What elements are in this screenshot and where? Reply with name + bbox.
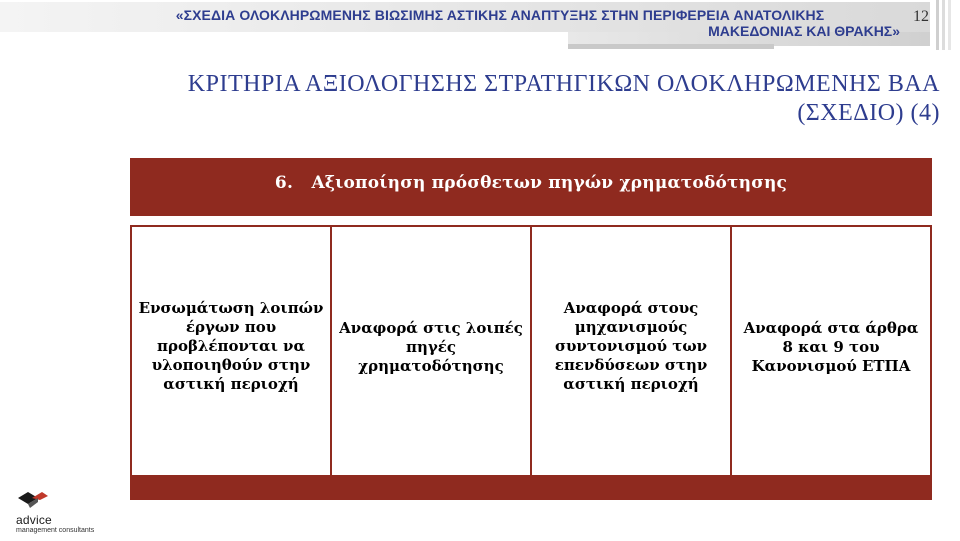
header-title-line2: ΜΑΚΕΔΟΝΙΑΣ ΚΑΙ ΘΡΑΚΗΣ»	[708, 23, 900, 39]
card-line: επενδύσεων στην	[554, 356, 708, 374]
header-edge	[942, 0, 945, 50]
slide-title-line1: ΚΡΙΤΗΡΙΑ ΑΞΙΟΛΟΓΗΣΗΣ ΣΤΡΑΤΗΓΙΚΩΝ ΟΛΟΚΛΗΡΩΜΕΝΗΣ ΒΑΑ	[187, 71, 940, 97]
card-line: υλοποιηθούν στην	[151, 356, 311, 374]
criterion-number: 6.	[274, 173, 294, 193]
card-line: έργων που	[185, 318, 277, 336]
card-line: αστική περιοχή	[563, 375, 699, 393]
criterion-card	[132, 227, 330, 475]
logo-subtitle: management consultants	[16, 527, 95, 534]
card-line: Αναφορά στις λοιπές	[339, 319, 523, 337]
slide-title-line2: (ΣΧΕΔΙΟ) (4)	[797, 100, 940, 126]
criterion-title: Αξιοποίηση πρόσθετων πηγών χρηματοδότησης	[311, 173, 788, 193]
criterion-banner	[130, 158, 932, 216]
card-line: χρηματοδότησης	[358, 357, 504, 375]
criterion-card-text	[339, 319, 523, 376]
bottom-bar	[130, 475, 932, 500]
card-line: Αναφορά στα άρθρα	[743, 319, 919, 337]
header-edge	[936, 0, 939, 50]
card-line: αστική περιοχή	[163, 375, 299, 393]
page-number: 12	[913, 8, 929, 25]
criterion-card	[732, 227, 930, 475]
card-line: Ενσωμάτωση λοιπών	[138, 299, 324, 317]
criterion-card-text	[744, 319, 919, 376]
card-line: συντονισμού των	[554, 337, 708, 355]
header-edge	[948, 0, 951, 50]
card-line: 8 και 9 του	[782, 338, 880, 356]
card-line: Αναφορά στους	[563, 299, 699, 317]
criterion-banner-text	[130, 173, 932, 193]
criteria-cards	[130, 225, 932, 475]
slide-title	[60, 70, 940, 128]
card-line: Κανονισμού ΕΤΠΑ	[751, 357, 911, 375]
header-bar	[0, 0, 960, 50]
criterion-card-text	[555, 299, 708, 394]
criterion-card	[532, 227, 730, 475]
card-line: προβλέπονται να	[156, 337, 305, 355]
card-line: μηχανισμούς	[574, 318, 688, 336]
criterion-card	[332, 227, 530, 475]
criterion-card-text	[139, 299, 324, 394]
header-title: «ΣΧΕΔΙΑ ΟΛΟΚΛΗΡΩΜΕΝΗΣ ΒΙΩΣΙΜΗΣ ΑΣΤΙΚΗΣ ΑΝΑΠΤΥΞΗΣ ΣΤΗΝ ΠΕΡΙΦΕΡΕΙΑ ΑΝΑΤΟΛΙΚΗΣ	[175, 7, 825, 23]
logo-wordmark: advice	[16, 513, 52, 527]
card-line: πηγές	[405, 338, 457, 356]
header-stripe-lower	[568, 44, 774, 49]
